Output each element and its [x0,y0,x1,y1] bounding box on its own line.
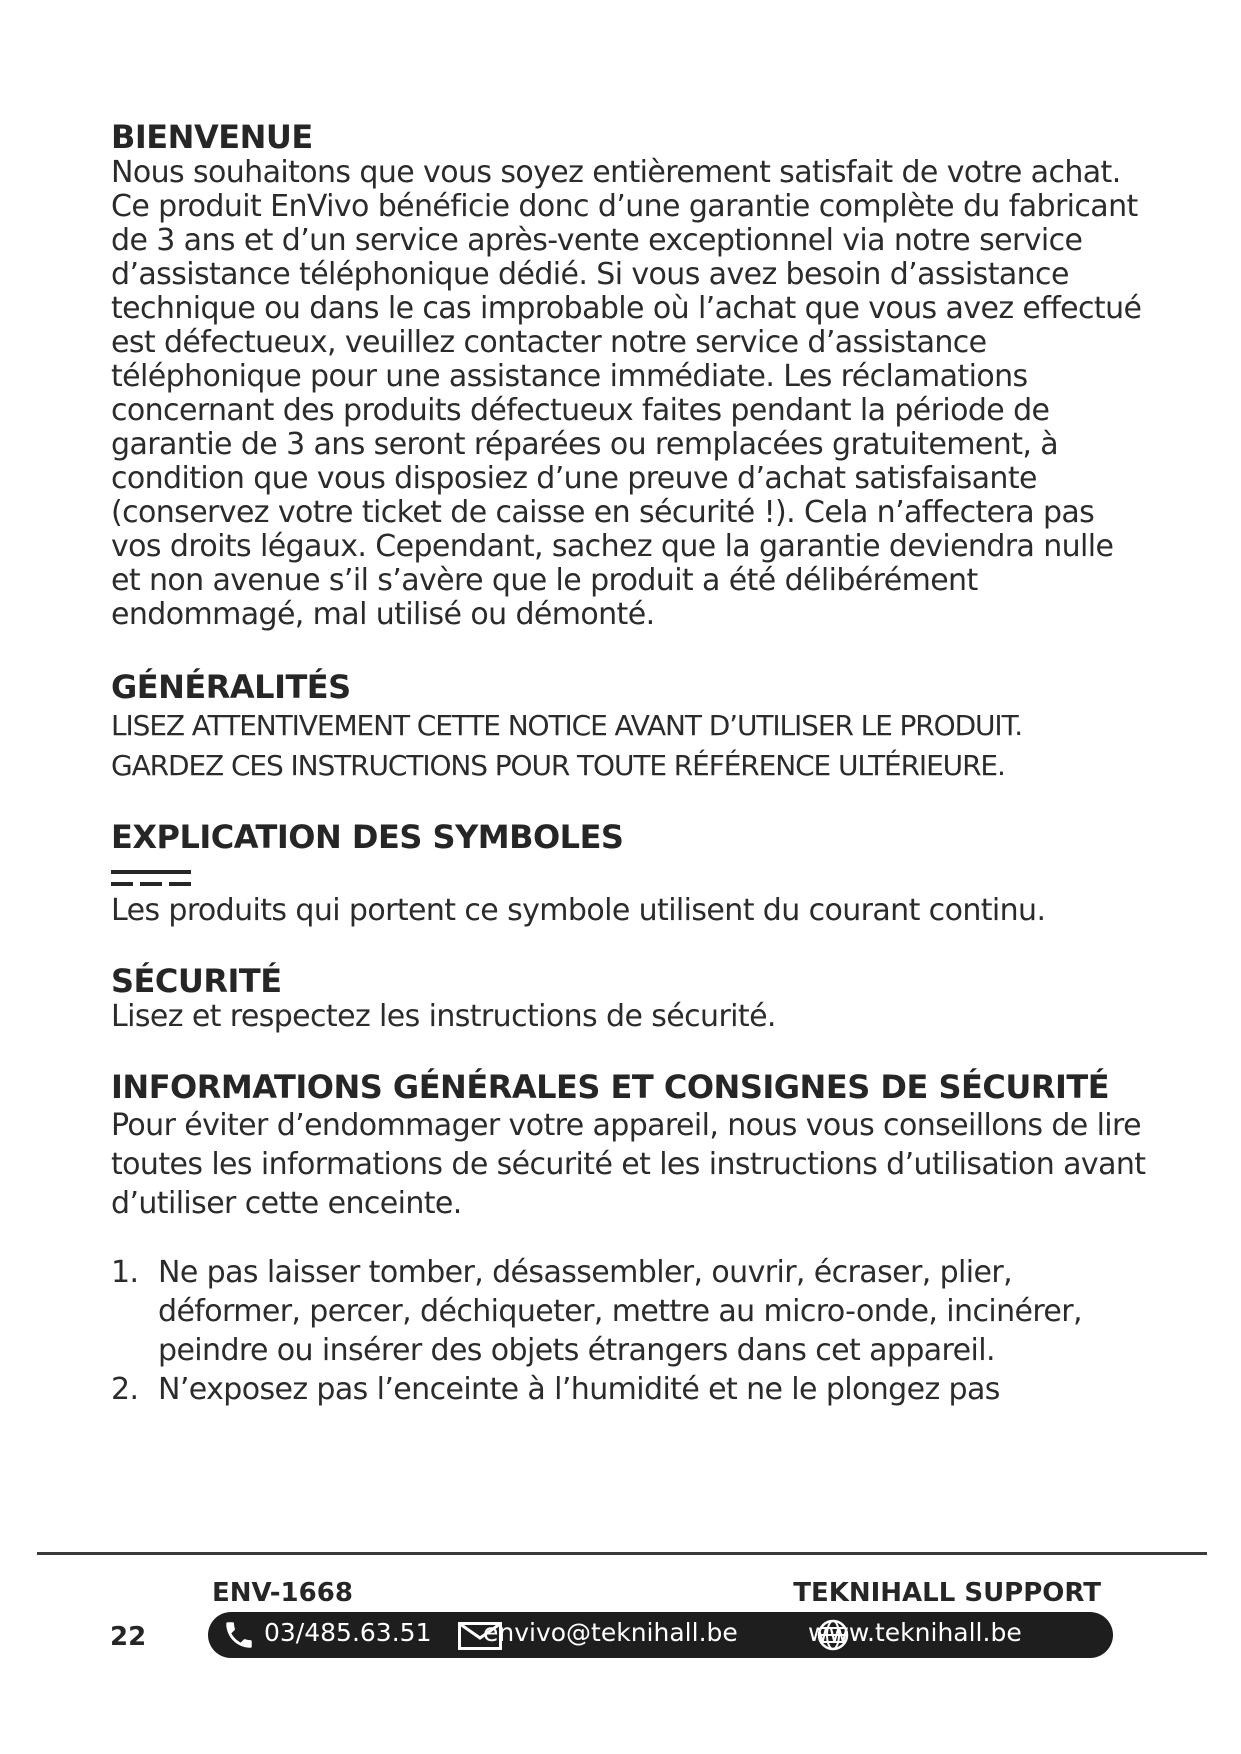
section-title-securite: SÉCURITÉ [111,962,282,1000]
list-item [111,1370,1151,1409]
section-informations [111,1068,1151,1409]
section-title-generalites: GÉNÉRALITÉS [111,668,351,706]
list-item-number: 2. [111,1372,139,1407]
section-securite [111,962,1151,1034]
page-number: 22 [110,1622,147,1652]
section-title-informations: INFORMATIONS GÉNÉRALES ET CONSIGNES DE SÉCURITÉ [111,1068,1110,1106]
informations-paragraph: Pour éviter d’endommager votre appareil, nous vous conseillons de lire toutes les informations de sécurité et les instructions d’utilisation avant d’utiliser cette enceinte. [111,1108,1146,1221]
list-item-text: Ne pas laisser tomber, désassembler, ouvrir, écraser, plier, déformer, percer, déchiqueter, mettre au micro-onde, incinérer, peindre ou insérer des objets étrangers dans cet appareil. [158,1255,1082,1368]
support-phone: 03/485.63.51 [264,1618,432,1647]
phone-icon [222,1618,256,1656]
generalites-line-2: GARDEZ CES INSTRUCTIONS POUR TOUTE RÉFÉRENCE ULTÉRIEURE. [111,749,1005,782]
support-email[interactable]: envivo@teknihall.be [483,1618,738,1647]
direct-current-icon [111,870,191,886]
footer-model: ENV-1668 [212,1578,353,1608]
section-generalites [111,668,1151,786]
footer-divider [37,1552,1207,1555]
section-symboles [111,818,1151,928]
list-item-text: N’exposez pas l’enceinte à l’humidité et ne le plongez pas [158,1372,1000,1407]
list-item-number: 1. [111,1255,139,1290]
manual-page-content [111,118,1151,1409]
safety-list [111,1253,1151,1409]
footer-support-label: TEKNIHALL SUPPORT [793,1578,1101,1608]
symboles-description: Les produits qui portent ce symbole utilisent du courant continu. [111,893,1046,928]
section-bienvenue [111,118,1151,632]
support-website[interactable]: www.teknihall.be [808,1618,1022,1647]
support-contact-bar [208,1612,1113,1658]
securite-description: Lisez et respectez les instructions de sécurité. [111,999,776,1034]
list-item [111,1253,1151,1370]
section-title-bienvenue: BIENVENUE [111,118,313,156]
generalites-line-1: LISEZ ATTENTIVEMENT CETTE NOTICE AVANT D’UTILISER LE PRODUIT. [111,709,1023,742]
section-title-symboles: EXPLICATION DES SYMBOLES [111,818,624,856]
bienvenue-paragraph: Nous souhaitons que vous soyez entièrement satisfait de votre achat. Ce produit EnVivo bénéficie donc d’une garantie complète du fabricant de 3 ans et d’un service après-vente exceptionnel via notre service d’assistance téléphonique dédié. Si vous avez besoin d’assistance technique ou dans le cas improbable où l’achat que vous avez effectué est défectueux, veuillez contacter notre service d’assistance téléphonique pour une assistance immédiate. Les réclamations concernant des produits défectueux faites pendant la période de garantie de 3 ans seront réparées ou remplacées gratuitement, à condition que vous disposiez d’une preuve d’achat satisfaisante (conservez votre ticket de caisse en sécurité !). Cela n’affectera pas vos droits légaux. Cependant, sachez que la garantie deviendra nulle et non avenue s’il s’avère que le produit a été délibérément endommagé, mal utilisé ou démonté. [111,155,1142,632]
